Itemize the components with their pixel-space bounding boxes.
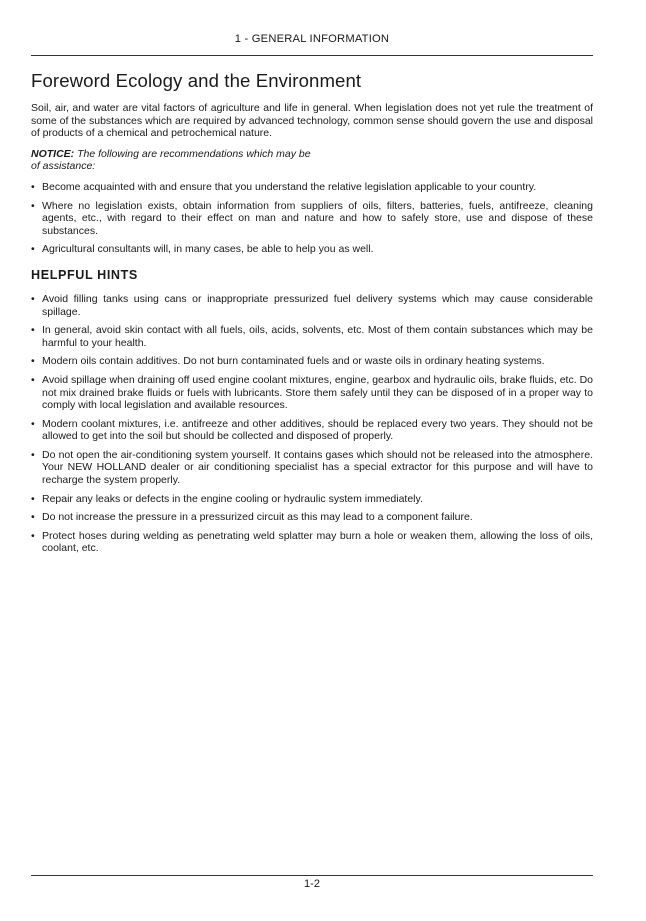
- list-item: • Do not increase the pressure in a pressurized circuit as this may lead to a component failure.: [31, 511, 473, 524]
- bullet-icon: •: [31, 492, 35, 505]
- bullet-icon: •: [31, 417, 35, 430]
- list-item: • Where no legislation exists, obtain information from suppliers of oils, filters, batteries, fuels, antifreeze, cleaning agents, etc., with regard to their effect on man and nature and how to safely store, use and dispose of these substances.: [31, 199, 593, 237]
- running-header: 1 - GENERAL INFORMATION: [234, 33, 390, 45]
- page-content: [31, 70, 593, 561]
- list-item: • Avoid filling tanks using cans or inappropriate pressurized fuel delivery systems which may cause considerable spillage.: [31, 292, 593, 318]
- notice-text: The following are recommendations which may be of assistance:: [31, 147, 311, 173]
- list-item: • In general, avoid skin contact with all fuels, oils, acids, solvents, etc. Most of them contain substances which may be harmful to your health.: [31, 324, 593, 349]
- notice: [31, 148, 321, 173]
- bullet-icon: •: [31, 324, 35, 337]
- intro-paragraph: Soil, air, and water are vital factors of agriculture and life in general. When legislation does not yet rule the treatment of some of the substances which are required by advanced technology, common sense should govern the use and disposal of products of a chemical and petrochemical nature.: [31, 102, 593, 140]
- list-item: • Avoid spillage when draining off used engine coolant mixtures, engine, gearbox and hydraulic oils, brake fluids, etc. Do not mix drained brake fluids or fuels with lubricants. Store them safely until they can be disposed of in a proper way to comply with local legislation and available resources.: [31, 373, 593, 412]
- page-number: 1-2: [304, 878, 320, 890]
- list-item: • Protect hoses during welding as penetrating weld splatter may burn a hole or weaken them, allowing the loss of oils, coolant, etc.: [31, 529, 593, 555]
- page-title: Foreword Ecology and the Environment: [31, 70, 362, 91]
- list-item: • Repair any leaks or defects in the engine cooling or hydraulic system immediately.: [31, 492, 423, 505]
- list-item: • Do not open the air-conditioning system yourself. It contains gases which should not be released into the atmosphere. Your NEW HOLLAND dealer or air conditioning specialist has a special extractor for this purpose and will have to recharge the system properly.: [31, 448, 593, 487]
- bullet-icon: •: [31, 199, 35, 212]
- helpful-hints-heading: HELPFUL HINTS: [31, 267, 138, 282]
- bullet-icon: •: [31, 180, 35, 193]
- header-rule: [31, 55, 593, 56]
- footer-rule: [31, 875, 593, 876]
- bullet-icon: •: [31, 355, 35, 368]
- list-item: • Modern coolant mixtures, i.e. antifreeze and other additives, should be replaced every two years. They should not be allowed to get into the soil but should be collected and disposed of properly.: [31, 417, 593, 443]
- list-item: • Become acquainted with and ensure that you understand the relative legislation applicable to your country.: [31, 180, 537, 193]
- bullet-icon: •: [31, 373, 35, 386]
- helpful-hints-list: [31, 293, 593, 555]
- bullet-icon: •: [31, 529, 35, 542]
- list-item: • Modern oils contain additives. Do not burn contaminated fuels and or waste oils in ordinary heating systems.: [31, 355, 545, 368]
- bullet-icon: •: [31, 448, 35, 461]
- notice-label: NOTICE:: [31, 147, 75, 160]
- recommendations-list: [31, 181, 593, 256]
- bullet-icon: •: [31, 511, 35, 524]
- list-item: • Agricultural consultants will, in many cases, be able to help you as well.: [31, 243, 374, 256]
- bullet-icon: •: [31, 292, 35, 305]
- bullet-icon: •: [31, 243, 35, 256]
